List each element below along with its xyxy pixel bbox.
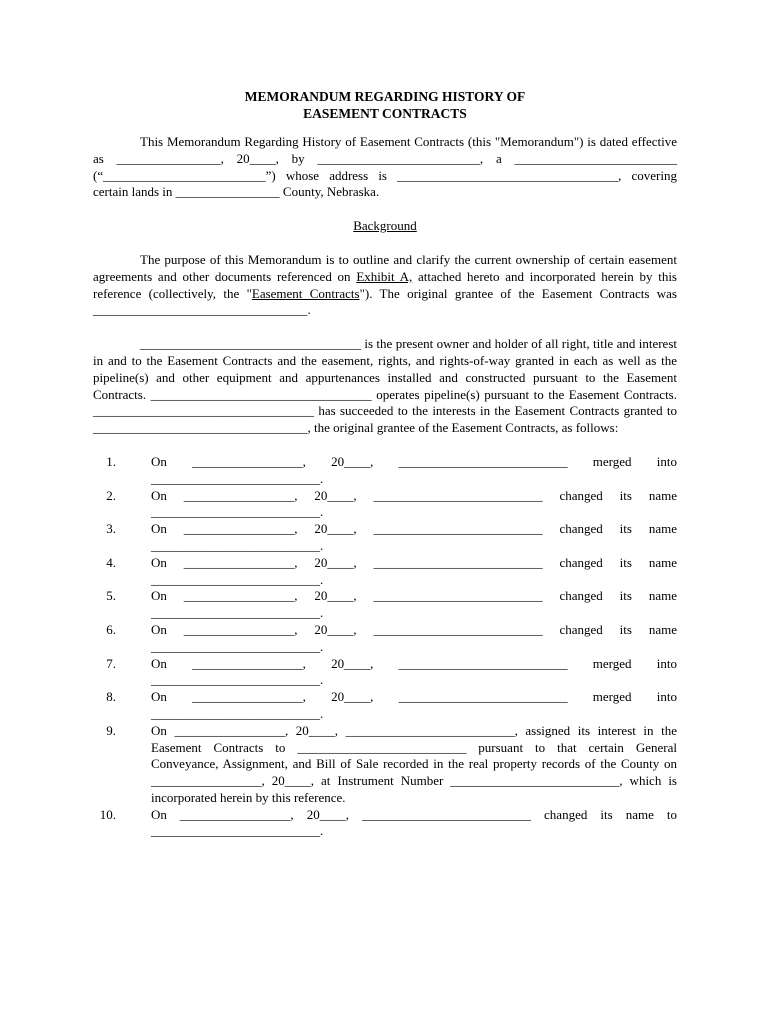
intro-paragraph: This Memorandum Regarding History of Easement Contracts (this "Memorandum") is dated effective as ________________, 20____, by _________________________, a _________________________ (“_________________________”) whose address is __________________________________, covering certain lands in ________________ County, Nebraska. bbox=[93, 134, 677, 200]
purpose-paragraph: The purpose of this Memorandum is to outline and clarify the current ownership of certain easement agreements and other documents referenced on Exhibit A, attached hereto and incorporated herein by this reference (collectively, the "Easement Contracts"). The original grantee of the Easement Contracts was _________________________________. bbox=[93, 251, 677, 318]
list-item: 8. On _________________, 20____, __________________________ merged into __________________________. bbox=[106, 689, 677, 721]
list-item: 6. On _________________, 20____, __________________________ changed its name __________________________. bbox=[106, 621, 677, 654]
list-item: 9. On _________________, 20____, __________________________, assigned its interest in the Easement Contracts to __________________________ pursuant to that certain General Conveyance, Assignment, and Bill of Sale recorded in the real property records of the County on _________________, 20____, at Instrument Number __________________________, which is incorporated herein by this reference. bbox=[106, 722, 677, 805]
title-line-2: EASEMENT CONTRACTS bbox=[303, 106, 467, 121]
background-heading: Background bbox=[353, 218, 417, 234]
list-item: 4. On _________________, 20____, __________________________ changed its name __________________________. bbox=[106, 554, 677, 587]
list-item: 7. On _________________, 20____, __________________________ merged into __________________________. bbox=[106, 655, 677, 688]
exhibit-a-reference: Exhibit A, bbox=[356, 268, 413, 284]
list-item: 1. On _________________, 20____, __________________________ merged into __________________________. bbox=[106, 453, 677, 486]
easement-contracts-defined-term: Easement Contracts bbox=[251, 285, 360, 301]
document-page bbox=[93, 88, 677, 840]
document-title bbox=[93, 88, 677, 122]
list-item: 5. On _________________, 20____, __________________________ changed its name __________________________. bbox=[106, 588, 677, 621]
list-item: 3. On _________________, 20____, __________________________ changed its name __________________________. bbox=[106, 521, 677, 553]
title-line-1: MEMORANDUM REGARDING HISTORY OF bbox=[244, 89, 526, 104]
succession-list bbox=[93, 454, 677, 840]
ownership-paragraph: __________________________________ is the present owner and holder of all right, title and interest in and to the Easement Contracts and the easement, rights, and rights-of-way granted in each as well as the pipeline(s) and other equipment and appurtenances installed and constructed pursuant to the Easement Contracts. __________________________________ operates pipeline(s) pursuant to the Easement Contracts. __________________________________ has succeeded to the interests in the Easement Contracts granted to _________________________________, the original grantee of the Easement Contracts, as follows: bbox=[93, 336, 677, 436]
list-item: 10. On _________________, 20____, __________________________ changed its name to __________________________. bbox=[99, 806, 677, 839]
list-item: 2. On _________________, 20____, __________________________ changed its name __________________________. bbox=[106, 487, 677, 520]
